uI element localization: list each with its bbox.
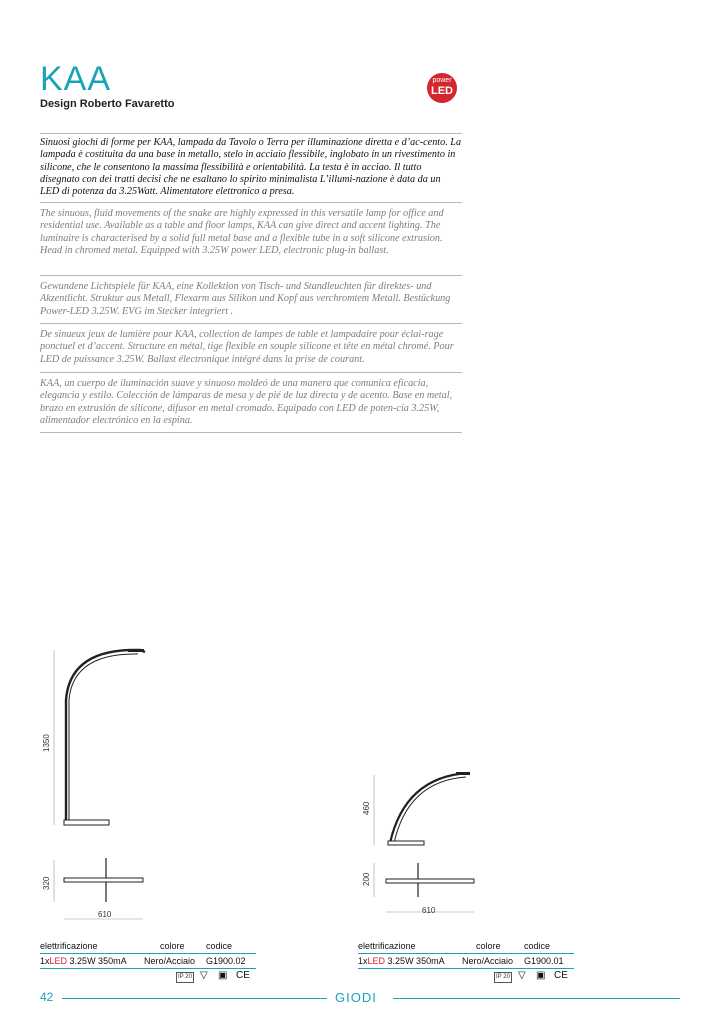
electrification-value: 1xLED 3.25W 350mA	[358, 956, 445, 966]
header-codice: codice	[206, 941, 233, 951]
safety-triangle-icon: ▽	[200, 970, 208, 981]
power-led-badge	[427, 73, 457, 103]
divider	[40, 323, 462, 324]
height-dimension: 1350	[42, 734, 51, 752]
description-german: Gewundene Lichtspiele für KAA, eine Kollektion von Tisch- und Standleuchten für direktes- und Akzentlicht. Struktur aus Metall, Flexarm aus Silikon und Kopf aus verchromtem Metall. Bestückung Power-LED 3.25W. EVG im Stecker integriert .	[40, 281, 451, 317]
table-rule	[40, 968, 256, 969]
divider	[40, 275, 462, 276]
footer-rule-right	[393, 998, 680, 999]
description-english: The sinuous, fluid movements of the snake are highly expressed in this versatile lamp for office and residential use. Available as a table and floor lamps, KAA can give direct and accent lighting. The luminaire is characterised by a solid full metal base and a flexible tube in a soft silicone extrusion. Head in chromed metal. Equipped with 3.25W power LED, electronic plug-in ballast.	[40, 208, 444, 256]
header-elettrificazione: elettrificazione	[358, 941, 416, 951]
divider	[40, 202, 462, 203]
table-rule	[358, 968, 574, 969]
brand-logo: GIODI	[335, 990, 377, 1005]
description-french: De sinueux jeux de lumière pour KAA, collection de lampes de table et lampadaire pour éclai-rage ponctuel et d’accent. Structure en métal, tige flexible en souple silicone et tête en métal chromé. Pour LED de puissance 3.25W. Ballast électronique intégré dans la prise de courant.	[40, 329, 454, 365]
header-colore: colore	[160, 941, 185, 951]
description-spanish: KAA, un cuerpo de iluminación suave y sinuoso moldeó de una manera que comunica eficacia, elegancia y estilo. Colección de lámparas de mesa y de pié de luz directa y de acento. Base en metal, brazo en extrusión de silicone, difusor en metal cromado. Equipado con LED de poten-cia 3.25W, alimentador electrónico en la espina.	[40, 378, 453, 426]
base-depth-dimension: 200	[362, 872, 371, 886]
badge-small-text: power	[432, 77, 452, 84]
divider	[40, 432, 462, 433]
product-table-floor	[40, 941, 260, 991]
code-value: G1900.02	[206, 956, 246, 966]
color-value: Nero/Acciaio	[462, 956, 514, 966]
header-colore: colore	[476, 941, 501, 951]
width-dimension: 610	[98, 910, 112, 919]
safety-triangle-icon: ▽	[518, 970, 526, 981]
height-dimension: 460	[362, 801, 371, 815]
badge-big-text: LED	[431, 85, 453, 97]
page-title: KAA	[40, 60, 112, 98]
table-rule	[358, 953, 574, 954]
product-table-table	[358, 941, 578, 991]
ip-rating: IP 20	[494, 972, 512, 983]
table-lamp-drawing	[360, 765, 490, 925]
page-number: 42	[40, 990, 54, 1004]
code-value: G1900.01	[524, 956, 564, 966]
class-two-icon: ▣	[218, 970, 228, 981]
divider	[40, 133, 462, 134]
header-elettrificazione: elettrificazione	[40, 941, 98, 951]
designer-credit: Design Roberto Favaretto	[40, 98, 175, 110]
class-two-icon: ▣	[536, 970, 546, 981]
footer-rule-left	[62, 998, 327, 999]
base-depth-dimension: 320	[42, 876, 51, 890]
divider	[40, 372, 462, 373]
ip-rating: IP 20	[176, 972, 194, 983]
table-rule	[40, 953, 256, 954]
floor-lamp-drawing	[40, 640, 170, 930]
ce-mark-icon: CE	[236, 970, 250, 981]
header-codice: codice	[524, 941, 551, 951]
color-value: Nero/Acciaio	[144, 956, 196, 966]
width-dimension: 610	[422, 906, 436, 915]
electrification-value: 1xLED 3.25W 350mA	[40, 956, 127, 966]
description-italian: Sinuosi giochi di forme per KAA, lampada da Tavolo o Terra per illuminazione diretta e d’ac-cento. La lampada è costituita da una base in metallo, stelo in acciaio flessibile, inglobato in un rivestimento in silicone, che le consentono la massima flessibilità e orientabilità. La testa è in acciao. Il tutto disegnato con dei tratti decisi che ne esaltano lo spirito minimalista L’illumi-nazione è data da un LED di potenza da 3.25Watt. Alimentatore elettronico a presa.	[40, 137, 462, 198]
ce-mark-icon: CE	[554, 970, 568, 981]
